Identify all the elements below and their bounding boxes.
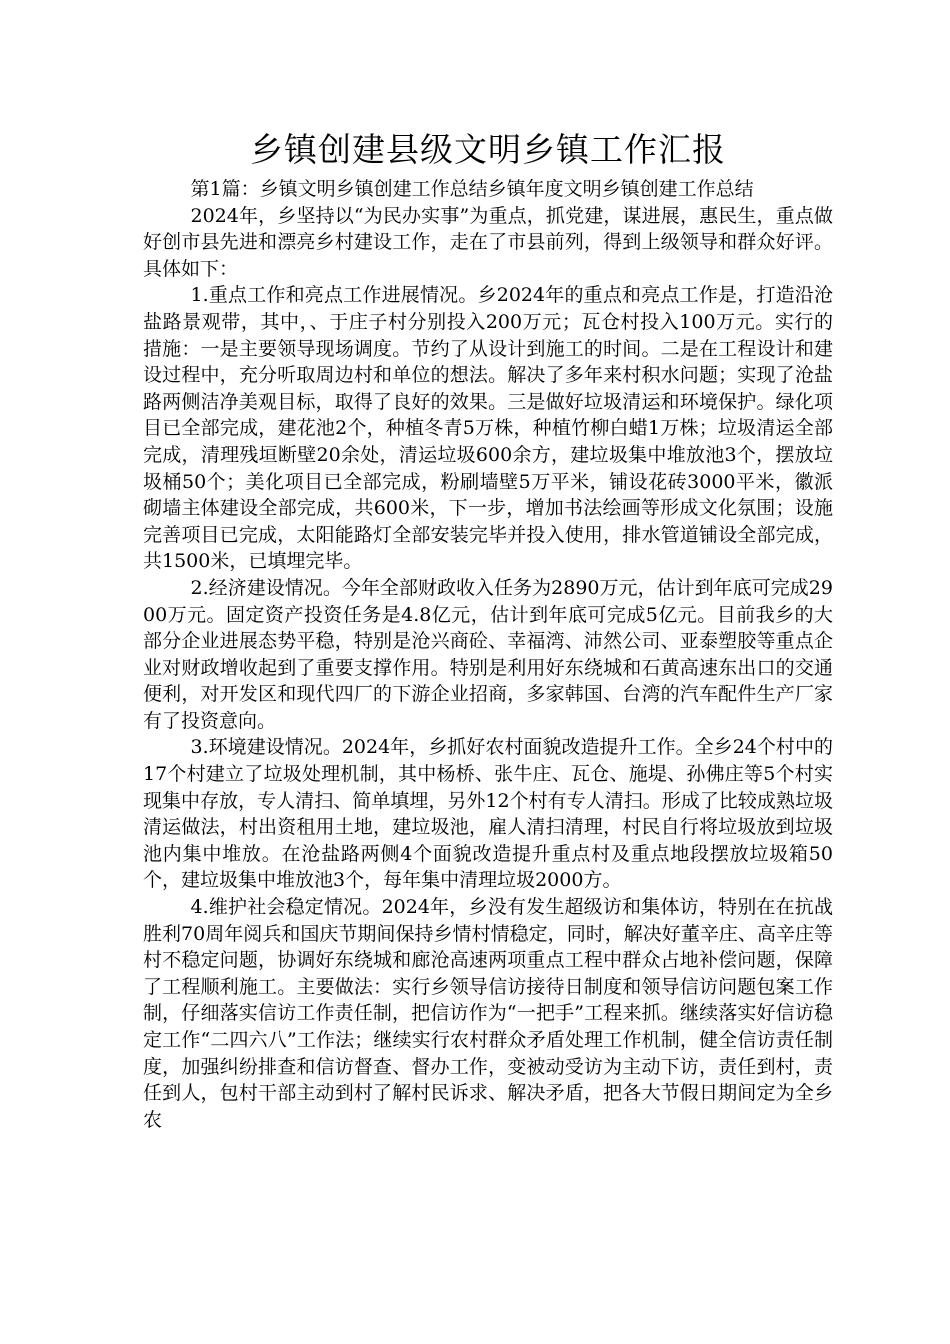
section-heading: 第1篇：乡镇文明乡镇创建工作总结乡镇年度文明乡镇创建工作总结: [190, 178, 754, 200]
body-paragraph: 4.维护社会稳定情况。2024年，乡没有发生超级访和集体访，特别在在抗战胜利70周年阅兵和国庆节期间保持乡情村情稳定，同时，解决好董辛庄、高辛庄等村不稳定问题，协调好东绕城和廊沧高速两项重点工程中群众占地补偿问题，保障了工程顺利施工。主要做法：实行乡领导信访接待日制度和领导信访问题包案工作制，仔细落实信访工作责任制，把信访作为“一把手”工程来抓。继续落实好信访稳定工作“二四六八”工作法；继续实行农村群众矛盾处理工作机制，健全信访责任制度，加强纠纷排查和信访督查、督办工作，变被动受访为主动下访，责任到村，责任到人，包村干部主动到村了解村民诉求、解决矛盾，把各大节假日期间定为全乡农: [143, 896, 833, 1131]
body-paragraph: 2.经济建设情况。今年全部财政收入任务为2890万元，估计到年底可完成2900万元。固定资产投资任务是4.8亿元，估计到年底可完成5亿元。目前我乡的大部分企业进展态势平稳，特别是沧兴商砼、幸福湾、沛然公司、亚泰塑胶等重点企业对财政增收起到了重要支撑作用。特别是利用好东绕城和石黄高速东出口的交通便利，对开发区和现代四厂的下游企业招商，多家韩国、台湾的汽车配件生产厂家有了投资意向。: [143, 576, 833, 732]
body-paragraph: 2024年，乡坚持以“为民办实事”为重点，抓党建，谋进展，惠民生，重点做好创市县先进和漂亮乡村建设工作，走在了市县前列，得到上级领导和群众好评。具体如下：: [143, 204, 833, 280]
document-page: [143, 128, 833, 1133]
document-title: 乡镇创建县级文明乡镇工作汇报: [250, 130, 726, 169]
body-paragraph: 1.重点工作和亮点工作进展情况。乡2024年的重点和亮点工作是，打造沿沧盐路景观带，其中，、于庄子村分别投入200万元；瓦仓村投入100万元。实行的措施：一是主要领导现场调度。节约了从设计到施工的时间。二是在工程设计和建设过程中，充分听取周边村和单位的想法。解决了多年来村积水问题；实现了沧盐路两侧洁净美观目标，取得了良好的效果。三是做好垃圾清运和环境保护。绿化项目已全部完成，建花池2个，种植冬青5万株，种植竹柳白蜡1万株；垃圾清运全部完成，清理残垣断壁20余处，清运垃圾600余方，建垃圾集中堆放池3个，摆放垃圾桶50个；美化项目已全部完成，粉刷墙壁5万平米，铺设花砖3000平米，徽派砌墙主体建设全部完成，共600米，下一步，增加书法绘画等形成文化氛围；设施完善项目已完成，太阳能路灯全部安装完毕并投入使用，排水管道铺设全部完成，共1500米，已填埋完毕。: [143, 284, 833, 573]
body-paragraph: 3.环境建设情况。2024年，乡抓好农村面貌改造提升工作。全乡24个村中的17个村建立了垃圾处理机制，其中杨桥、张牛庄、瓦仓、施堤、孙佛庄等5个村实现集中存放，专人清扫、简单填埋，另外12个村有专人清扫。形成了比较成熟垃圾清运做法，村出资租用土地，建垃圾池，雇人清扫清理，村民自行将垃圾放到垃圾池内集中堆放。在沧盐路两侧4个面貌改造提升重点村及重点地段摆放垃圾箱50个，建垃圾集中堆放池3个，每年集中清理垃圾2000方。: [143, 736, 833, 892]
